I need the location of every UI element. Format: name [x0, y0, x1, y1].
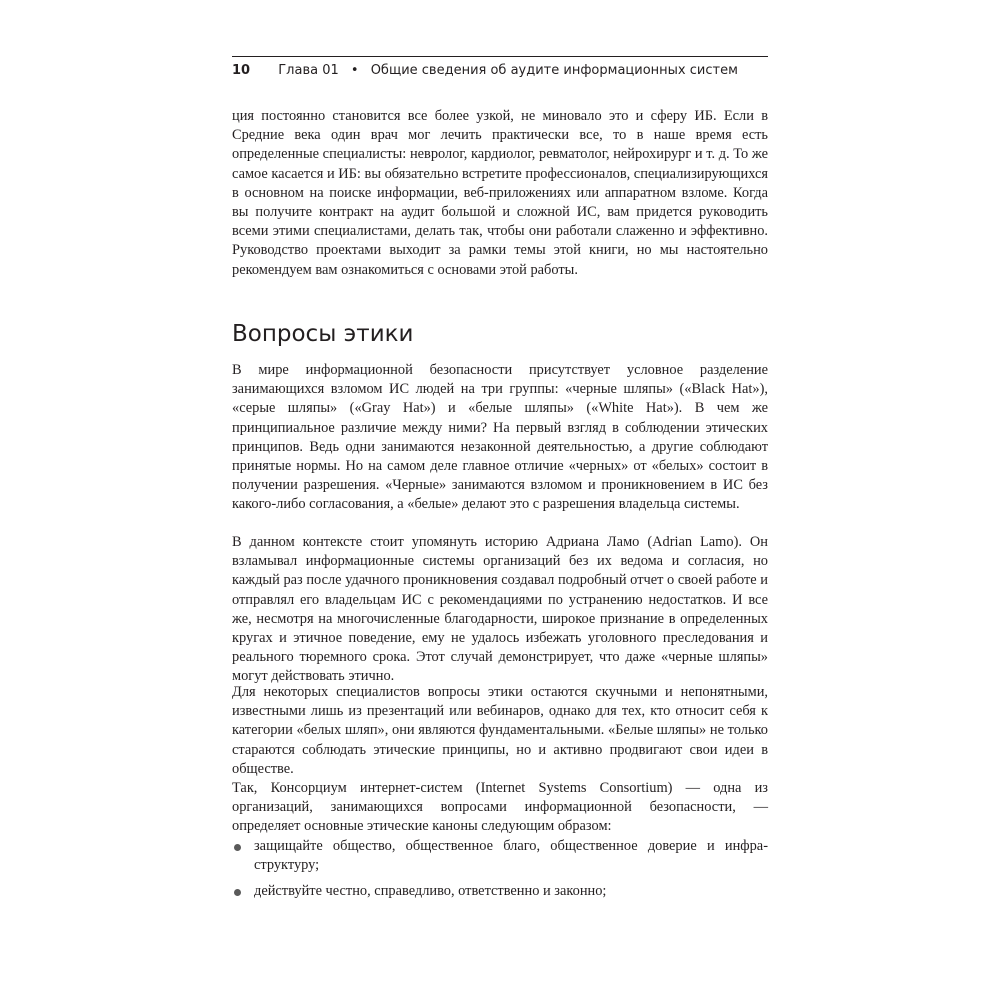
paragraph-4: Так, Консорциум интернет-систем (Internet Systems Consortium) — одна из организаций, занимающихся вопросами информационной безопасности, — определяет основные этические каноны следующим образом:: [232, 780, 768, 835]
list-item-text: действуйте честно, справедливо, ответственно и законно;: [254, 883, 607, 900]
paragraph-2: В данном контексте стоит упомянуть историю Адриана Ламо (Adrian Lamo). Он взламывал информационные системы организаций без их ведома и согласия, но каждый раз после удачного проникновения создавал подробный отчет о своей работе и отправлял его владельцам ИС с рекомендациями по устранению недостатков. И все же, несмотря на многочисленные благодарности, широкое признание в определенных кругах и этичное поведение, ему не удалось избежать уголовного преследования и реального тюремного срока. Этот случай демонстрирует, что даже «черные шляпы» могут действовать этично.: [232, 534, 768, 685]
paragraph-3: Для некоторых специалистов вопросы этики остаются скучными и непонятными, известными лишь из презентаций или вебинаров, однако для тех, кто относит себя к категории «белых шляп», они являются фундаментальными. «Белые шляпы» не только стараются соблюдать этические принципы, но и активно продвигают свои идеи в обществе.: [232, 684, 768, 777]
chapter-label: Глава 01: [278, 63, 339, 78]
running-head: [232, 62, 772, 80]
header-separator: •: [350, 63, 359, 78]
chapter-title: Общие сведения об аудите информационных систем: [370, 63, 738, 78]
bullet-dot-icon: [234, 844, 241, 851]
ethics-canons-list: [232, 837, 768, 902]
list-item: [232, 882, 768, 901]
intro-paragraph: ция постоянно становится все более узкой, не миновало это и сферу ИБ. Если в Средние века один врач мог лечить практически все, то в наше время есть определенные специалисты: невролог, кардиолог, ревматолог, нейрохирург и т. д. То же самое касается и ИБ: вы обязательно встретите профессионалов, специализирующихся в основном на поиске информации, веб-приложениях или аппаратном взломе. Когда вы получите контракт на аудит большой и сложной ИС, вам придется руководить всеми этими специалистами, делать так, чтобы они работали слаженно и эффективно. Руководство проектами выходит за рамки темы этой книги, но мы настоятельно рекомендуем вам ознакомиться с основами этой работы.: [232, 108, 768, 278]
list-item-text: защищайте общество, общественное благо, общественное доверие и инфраструктуру;: [254, 838, 768, 874]
page-number: 10: [232, 63, 251, 78]
paragraph-1: В мире информационной безопасности присутствует условное разделение занимающихся взломом ИС людей на три группы: «черные шляпы» («Black Hat»), «серые шляпы» («Gray Hat») и «белые шляпы» («White Hat»). В чем же принципиальное различие между ними? На первый взгляд в соблюдении этических принципов. Ведь одни занимаются незаконной деятельностью, а другие соблюдают принятые нормы. Но на самом деле главное отличие «черных» от «белых» состоит в получении разрешения. «Черные» занимаются взломом и проникновением в ИС без какого-либо согласования, а «белые» делают это с разрешения владельца системы.: [232, 362, 768, 513]
bullet-dot-icon: [234, 889, 241, 896]
list-item: [232, 837, 768, 875]
header-rule: [232, 56, 768, 57]
section-heading: Вопросы этики: [232, 321, 414, 347]
